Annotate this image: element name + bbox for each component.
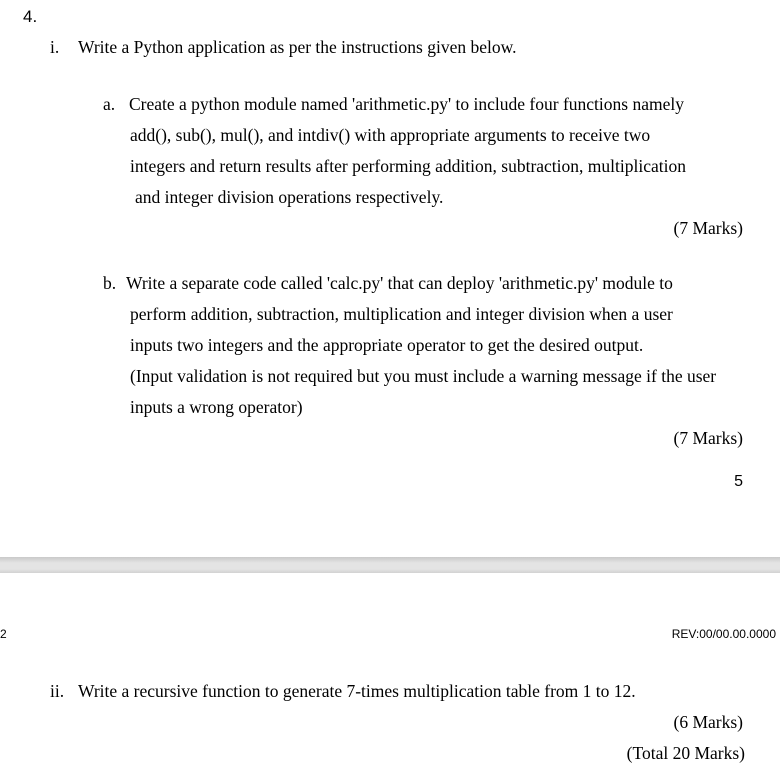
part-b-line-3: inputs two integers and the appropriate operator to get the desired output. [130, 335, 644, 355]
part-b-letter: b. [103, 273, 117, 293]
part-ii-numeral: ii. [50, 681, 65, 701]
part-a-line-2: add(), sub(), mul(), and intdiv() with appropriate arguments to receive two [130, 125, 651, 145]
part-a-letter: a. [103, 94, 116, 114]
part-b-line-2: perform addition, subtraction, multiplication and integer division when a user [130, 304, 673, 324]
part-a-marks: (7 Marks) [673, 218, 743, 238]
part-i-text: Write a Python application as per the instructions given below. [78, 37, 517, 57]
page-break [0, 557, 780, 573]
part-b-line-4: (Input validation is not required but you must include a warning message if the user [130, 366, 717, 386]
part-a-line-1: Create a python module named 'arithmetic.py' to include four functions namely [129, 94, 684, 114]
page-left-marker: 2 [0, 627, 7, 641]
revision-code: REV:00/00.00.0000 [671, 627, 776, 641]
page-break-edge [0, 569, 780, 573]
part-b-line-5: inputs a wrong operator) [130, 397, 303, 417]
page-number: 5 [734, 473, 743, 490]
part-a-line-3: integers and return results after performing addition, subtraction, multiplication [130, 156, 686, 176]
total-marks: (Total 20 Marks) [626, 743, 745, 763]
part-b-marks: (7 Marks) [673, 428, 743, 448]
part-a-line-4: and integer division operations respectively. [135, 187, 444, 207]
part-ii-text: Write a recursive function to generate 7-times multiplication table from 1 to 12. [78, 681, 636, 701]
page-break-shadow [0, 557, 780, 563]
question-number: 4. [23, 7, 38, 26]
part-ii-marks: (6 Marks) [673, 712, 743, 732]
part-i-numeral: i. [50, 37, 60, 57]
part-b-line-1: Write a separate code called 'calc.py' that can deploy 'arithmetic.py' module to [126, 273, 673, 293]
